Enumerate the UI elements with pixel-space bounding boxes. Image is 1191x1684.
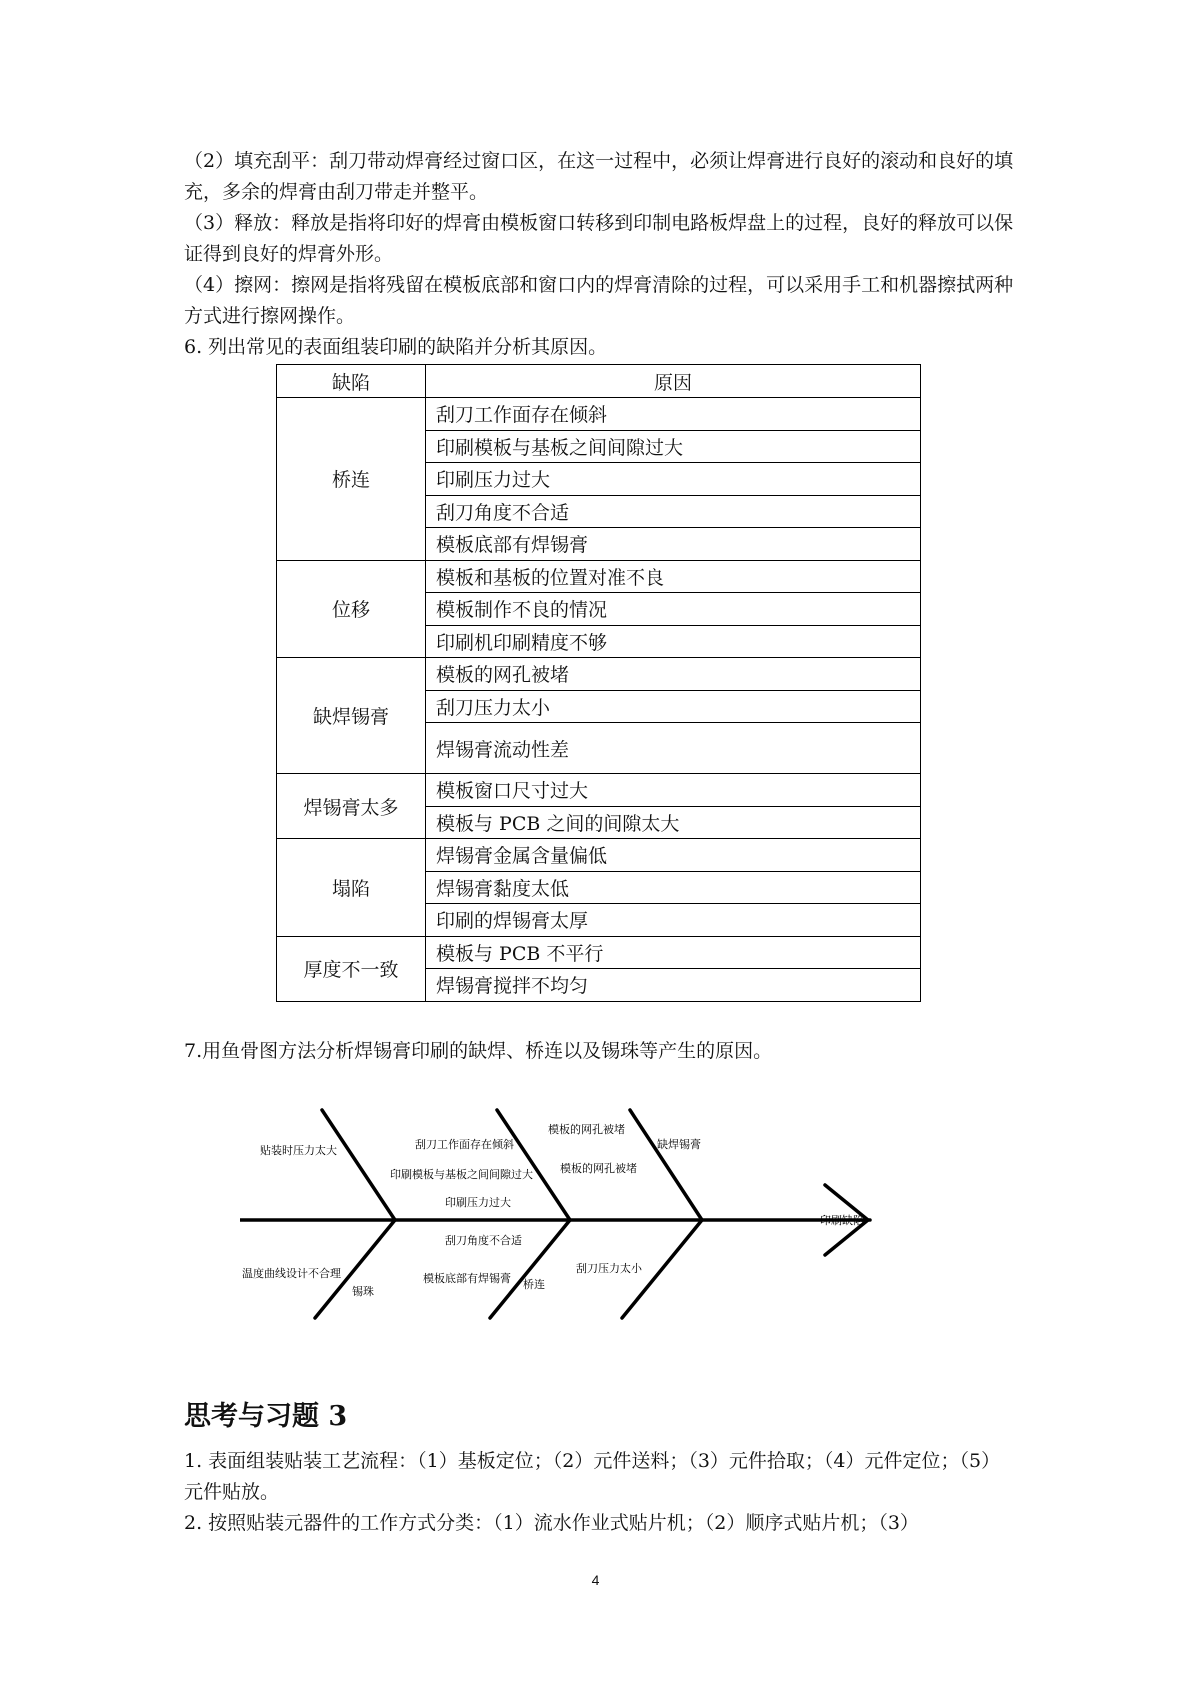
cause-cell: 模板底部有焊锡膏 xyxy=(426,528,921,561)
fishbone-lines xyxy=(240,1110,870,1318)
cause-cell: 刮刀压力太小 xyxy=(426,690,921,723)
cause-cell: 刮刀工作面存在倾斜 xyxy=(426,398,921,431)
cause-cell: 刮刀角度不合适 xyxy=(426,495,921,528)
header-defect: 缺陷 xyxy=(277,365,426,398)
fishbone-label: 刮刀角度不合适 xyxy=(445,1234,522,1247)
table-row xyxy=(277,658,921,691)
bone-c-top xyxy=(630,1110,702,1220)
fishbone-label: 模板的网孔被堵 xyxy=(560,1162,637,1175)
paragraph-release: （3）释放：释放是指将印好的焊膏由模板窗口转移到印制电路板焊盘上的过程，良好的释放可以保证得到良好的焊膏外形。 xyxy=(184,212,1014,265)
defect-cell: 厚度不一致 xyxy=(277,936,426,1001)
cause-cell: 模板与 PCB 之间的间隙太大 xyxy=(426,806,921,839)
page-number: 4 xyxy=(591,1572,600,1588)
cause-cell: 模板与 PCB 不平行 xyxy=(426,936,921,969)
fishbone-label: 刮刀压力太小 xyxy=(576,1262,642,1275)
section-item-1: 1. 表面组装贴装工艺流程：（1）基板定位；（2）元件送料；（3）元件拾取；（4）元件定位；（5）元件贴放。 xyxy=(184,1450,1001,1503)
cause-cell: 印刷的焊锡膏太厚 xyxy=(426,904,921,937)
fishbone-diagram xyxy=(240,1100,930,1340)
table-row xyxy=(277,936,921,969)
fishbone-label: 模板的网孔被堵 xyxy=(548,1123,625,1136)
defects-table xyxy=(276,364,921,1002)
cause-cell: 焊锡膏黏度太低 xyxy=(426,871,921,904)
cause-cell: 模板窗口尺寸过大 xyxy=(426,774,921,807)
cause-cell: 模板制作不良的情况 xyxy=(426,593,921,626)
paragraph-fill-scrape: （2）填充刮平：刮刀带动焊膏经过窗口区，在这一过程中，必须让焊膏进行良好的滚动和良好的填充，多余的焊膏由刮刀带走并整平。 xyxy=(184,150,1014,203)
paragraph-wipe: （4）擦网：擦网是指将残留在模板底部和窗口内的焊膏清除的过程，可以采用手工和机器擦拭两种方式进行擦网操作。 xyxy=(184,274,1014,327)
cause-cell: 印刷机印刷精度不够 xyxy=(426,625,921,658)
cause-cell: 焊锡膏流动性差 xyxy=(426,723,921,774)
table-header-row xyxy=(277,365,921,398)
section-item-2: 2. 按照贴装元器件的工作方式分类：（1）流水作业式贴片机；（2）顺序式贴片机；（3） xyxy=(184,1512,919,1534)
defect-cell: 塌陷 xyxy=(277,839,426,937)
fishbone-label: 刮刀工作面存在倾斜 xyxy=(415,1138,514,1151)
cause-cell: 焊锡膏金属含量偏低 xyxy=(426,839,921,872)
defect-cell: 焊锡膏太多 xyxy=(277,774,426,839)
fishbone-label: 贴装时压力太大 xyxy=(260,1144,337,1157)
defect-cell: 位移 xyxy=(277,560,426,658)
defect-cell: 桥连 xyxy=(277,398,426,561)
table-row xyxy=(277,774,921,807)
fishbone-head-label: 印刷缺陷 xyxy=(820,1214,864,1227)
fishbone-label: 温度曲线设计不合理 xyxy=(242,1267,341,1280)
fishbone-label: 印刷压力过大 xyxy=(445,1196,511,1209)
section-heading: 思考与习题 3 xyxy=(184,1401,348,1432)
fishbone-label: 锡珠 xyxy=(352,1285,374,1298)
cause-cell: 印刷模板与基板之间间隙过大 xyxy=(426,430,921,463)
fishbone-label: 缺焊锡膏 xyxy=(657,1138,701,1151)
fishbone-label: 桥连 xyxy=(523,1278,545,1291)
bone-a-top xyxy=(322,1110,395,1220)
table-row xyxy=(277,839,921,872)
cause-cell: 焊锡膏搅拌不均匀 xyxy=(426,969,921,1002)
question-6-title: 6. 列出常见的表面组装印刷的缺陷并分析其原因。 xyxy=(184,336,608,358)
cause-cell: 模板和基板的位置对准不良 xyxy=(426,560,921,593)
header-cause: 原因 xyxy=(426,365,921,398)
table-row xyxy=(277,398,921,431)
defect-cell: 缺焊锡膏 xyxy=(277,658,426,774)
fishbone-label: 模板底部有焊锡膏 xyxy=(423,1272,511,1285)
cause-cell: 模板的网孔被堵 xyxy=(426,658,921,691)
cause-cell: 印刷压力过大 xyxy=(426,463,921,496)
question-7-title: 7.用鱼骨图方法分析焊锡膏印刷的缺焊、桥连以及锡珠等产生的原因。 xyxy=(184,1040,773,1062)
fishbone-label: 印刷模板与基板之间间隙过大 xyxy=(390,1168,533,1181)
table-row xyxy=(277,560,921,593)
